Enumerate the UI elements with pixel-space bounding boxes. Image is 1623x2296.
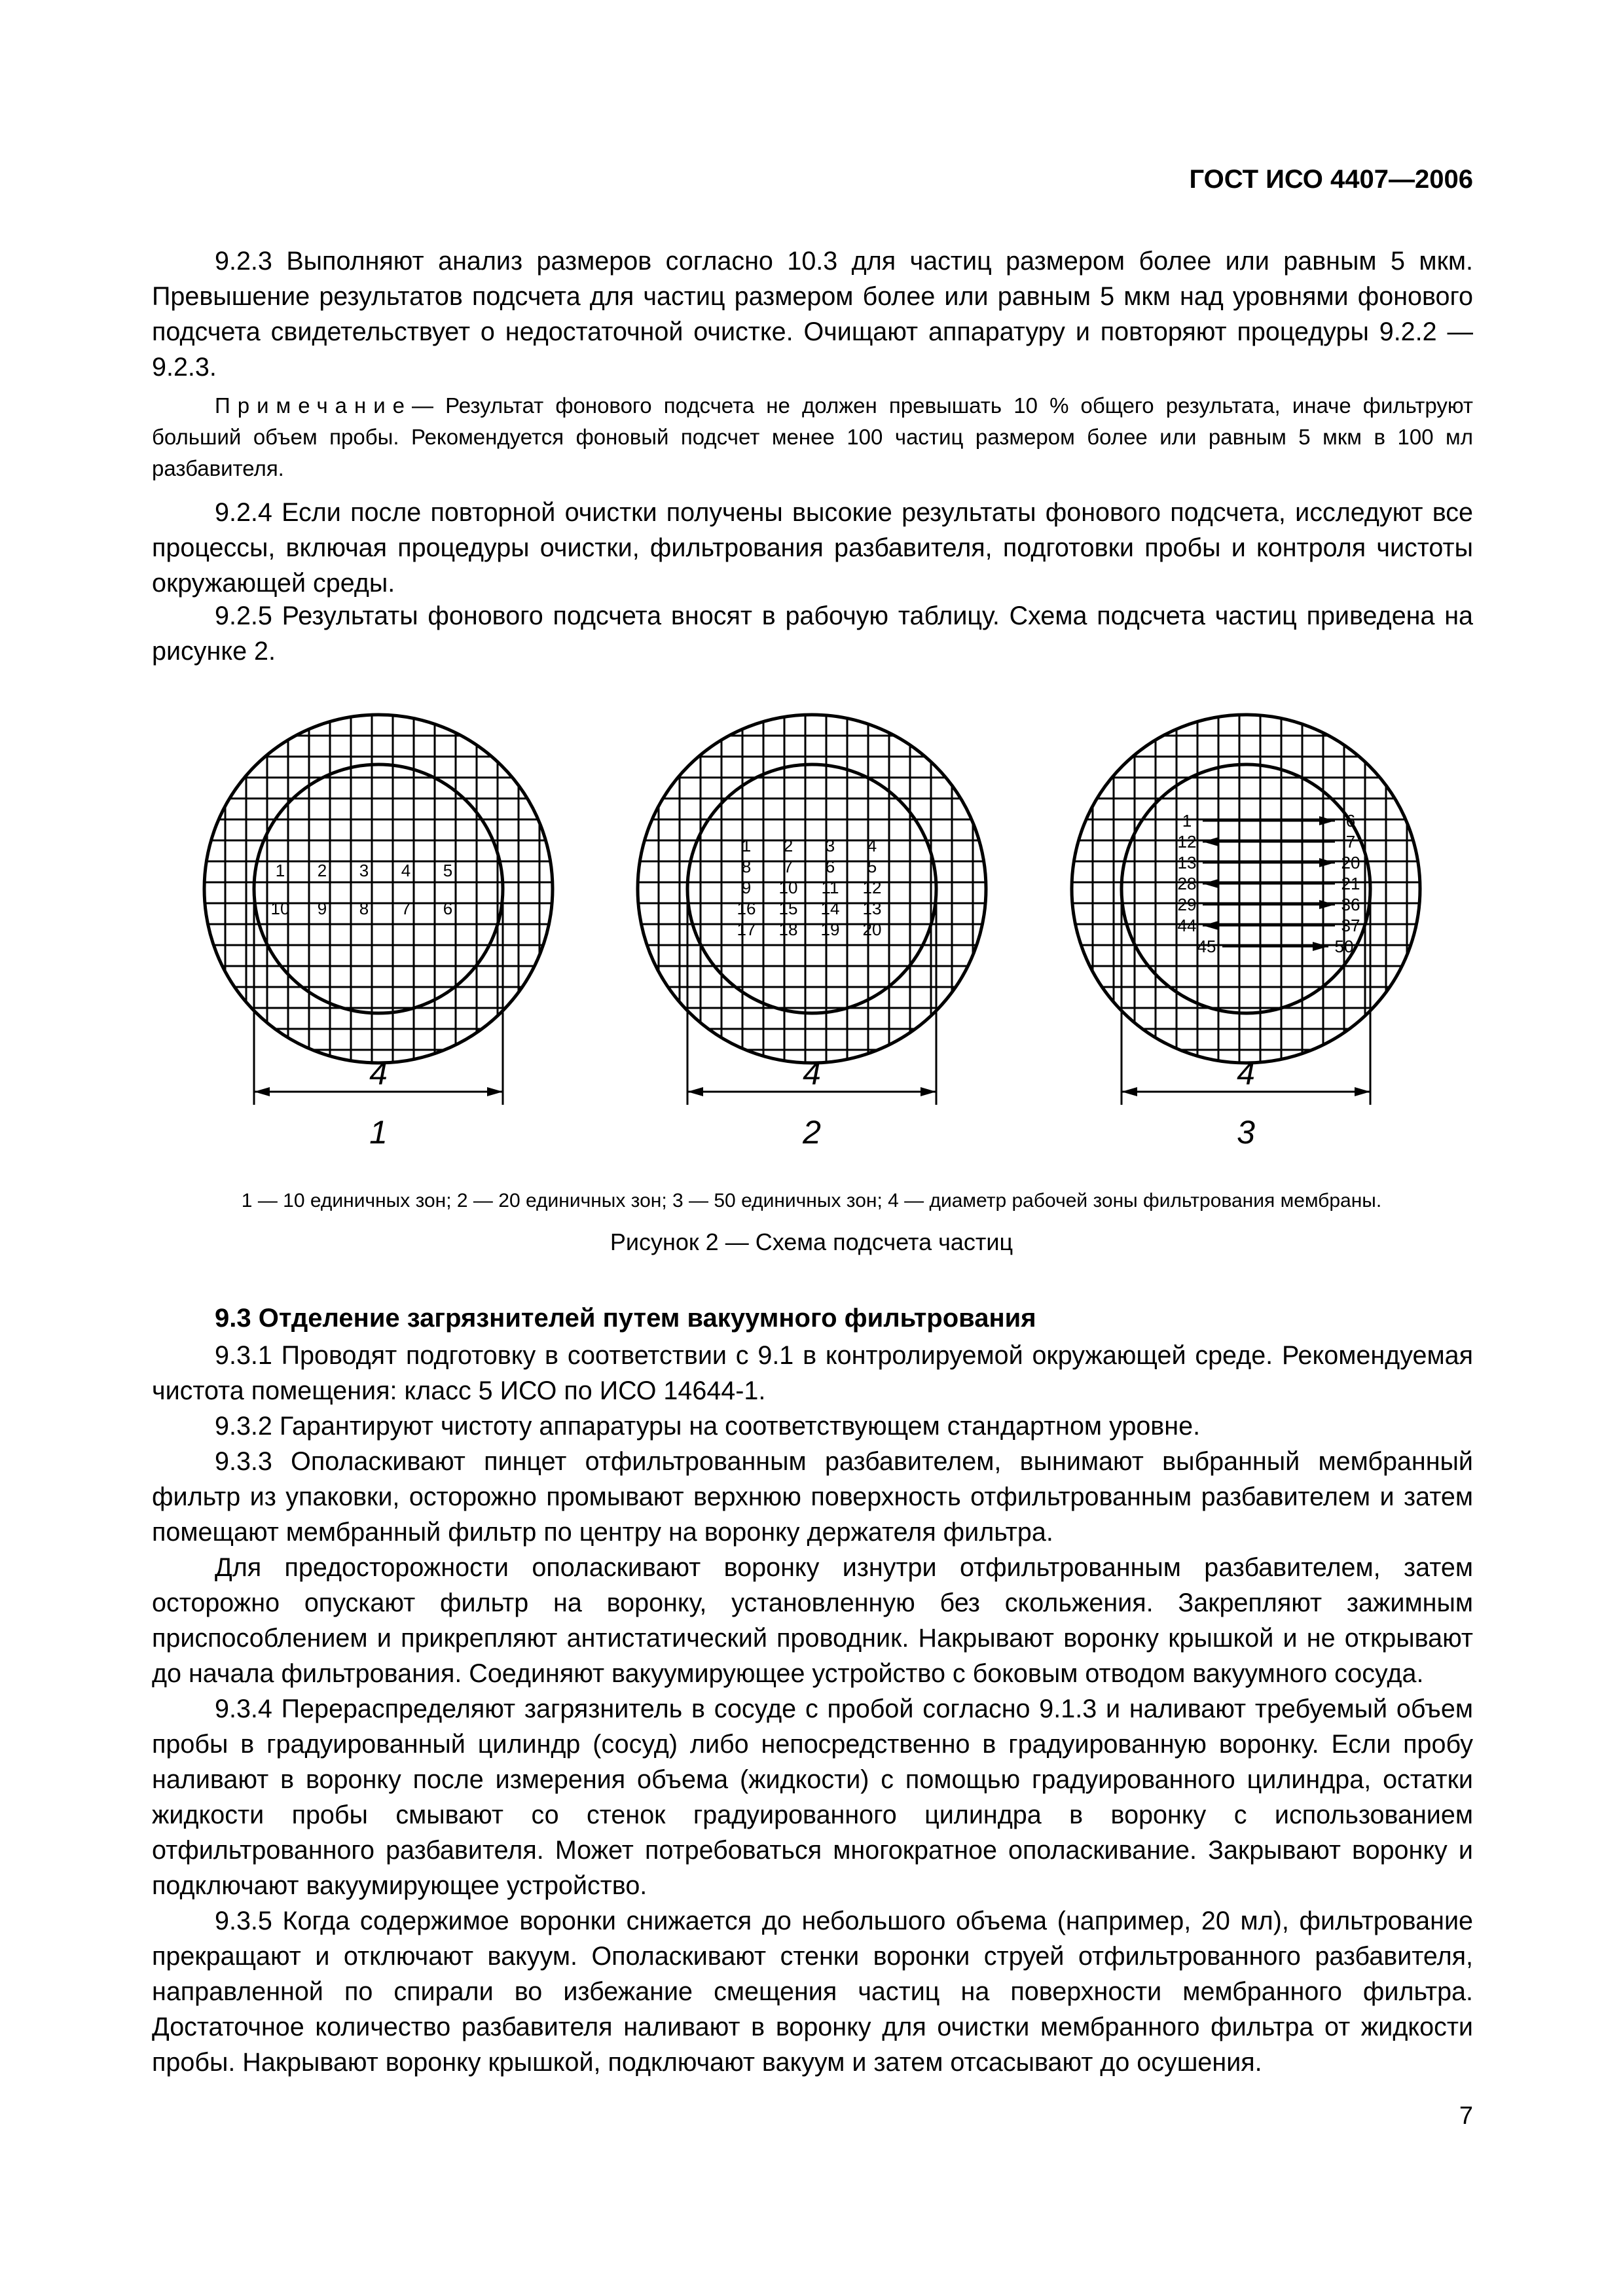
inner-circle <box>687 764 936 1013</box>
page-number: 7 <box>1459 2102 1473 2130</box>
zone-label: 10 <box>778 878 798 897</box>
paragraph-9-2-3: 9.2.3 Выполняют анализ размеров согласно 10.3 для частиц размером более или равным 5 мкм. Превышение результатов подсчета для частиц размером более или равным 5 мкм над уровнями фонового подсчета свидетельствует о недостаточной очистке. Очищают аппаратуру и повторяют процедуры 9.2.2 — 9.2.3. <box>152 247 1473 382</box>
paragraph-9-3-4: 9.3.4 Перераспределяют загрязнитель в сосуде с пробой согласно 9.1.3 и наливают требуемый объем пробы в градуированный цилиндр (сосуд) либо непосредственно в градуированную воронку. Если пробу наливают в воронку после измерения объема (жидкости) с помощью градуированного цилиндра, остатки жидкости пробы смывают со стенок градуированного цилиндра в воронку с использованием отфильтрованного разбавителя. Может потребоваться многократное ополаскивание. Закрывают воронку и подключают вакуумирующее устройство. <box>152 1695 1473 1900</box>
zone-label-start: 29 <box>1177 895 1197 914</box>
dimension-label: 4 <box>369 1055 388 1092</box>
zone-label-end: 6 <box>1345 811 1356 831</box>
grid-lines <box>204 715 553 1063</box>
paragraph-9-2-4: 9.2.4 Если после повторной очистки получены высокие результаты фонового подсчета, исследуют все процессы, включая процедуры очистки, фильтрования разбавителя, подготовки пробы и контроля чистоты окружающей среды. <box>152 498 1473 598</box>
grid-lines <box>638 715 986 1063</box>
dimension-label: 4 <box>1237 1055 1255 1092</box>
figure-legend: 1 — 10 единичных зон; 2 — 20 единичных зон; 3 — 50 единичных зон; 4 — диаметр рабочей зоны фильтрования мембраны. <box>241 1190 1382 1211</box>
zone-label: 2 <box>783 836 793 855</box>
document-header: ГОСТ ИСО 4407—2006 <box>1189 165 1473 194</box>
zone-label: 9 <box>741 878 752 897</box>
zone-label: 1 <box>741 836 752 855</box>
zone-label: 5 <box>443 861 453 880</box>
zone-label: 16 <box>737 899 756 918</box>
zone-label: 6 <box>825 857 835 876</box>
paragraph-9-3-2: 9.3.2 Гарантируют чистоту аппаратуры на соответствующем стандартном уровне. <box>215 1412 1201 1441</box>
outer-circle <box>1072 715 1420 1063</box>
zone-label: 9 <box>317 899 327 918</box>
diagram-2 <box>638 715 986 1151</box>
paragraph-9-3-5: 9.3.5 Когда содержимое воронки снижается до небольшого объема (например, 20 мл), фильтрование прекращают и отключают вакуум. Ополаскивают стенки воронки струей отфильтрованного разбавителя, направленной по спирали во избежание смещения частиц на поверхности мембранного фильтра. Достаточное количество разбавителя наливают в воронку для очистки мембранного фильтра от жидкости пробы. Накрывают воронку крышкой, подключают вакуум и затем отсасывают до осушения. <box>152 1907 1473 2077</box>
zone-label-end: 20 <box>1341 853 1360 872</box>
zone-label-end: 7 <box>1345 832 1356 852</box>
paragraph-9-2-5: 9.2.5 Результаты фонового подсчета вносят в рабочую таблицу. Схема подсчета частиц приведена на рисунке 2. <box>152 601 1473 666</box>
zone-label-start: 12 <box>1177 832 1197 852</box>
zone-label: 6 <box>443 899 453 918</box>
outer-circle <box>204 715 553 1063</box>
zone-label: 18 <box>778 920 798 939</box>
zone-label-start: 1 <box>1182 811 1192 831</box>
diagram-label: 2 <box>803 1114 821 1151</box>
zone-label-end: 36 <box>1341 895 1360 914</box>
zone-label: 8 <box>359 899 369 918</box>
grid-lines <box>1072 715 1420 1063</box>
zone-label-end: 50 <box>1334 937 1354 956</box>
figure-caption: Рисунок 2 — Схема подсчета частиц <box>610 1229 1013 1255</box>
zone-label: 14 <box>820 899 840 918</box>
zone-label: 1 <box>275 861 285 880</box>
section-title-9-3: 9.3 Отделение загрязнителей путем вакуумного фильтрования <box>215 1304 1036 1333</box>
outer-circle <box>638 715 986 1063</box>
note-label: Примечание <box>215 393 412 418</box>
zone-label: 8 <box>741 857 752 876</box>
paragraph-9-3-3-continued: Для предосторожности ополаскивают воронку изнутри отфильтрованным разбавителем, затем осторожно опускают фильтр на воронку, установленную без скольжения. Закрепляют зажимным приспособлением и прикрепляют антистатический проводник. Накрывают воронку крышкой и не открывают до начала фильтрования. Соединяют вакуумирующее устройство с боковым отводом вакуумного сосуда. <box>152 1553 1473 1688</box>
zone-label: 7 <box>401 899 411 918</box>
inner-circle <box>1122 764 1370 1013</box>
zone-label-start: 13 <box>1177 853 1197 872</box>
paragraph-9-3-3: 9.3.3 Ополаскивают пинцет отфильтрованным разбавителем, вынимают выбранный мембранный фильтр из упаковки, осторожно промывают верхнюю поверхность отфильтрованным разбавителем и затем помещают мембранный фильтр по центру на воронку держателя фильтра. <box>152 1447 1473 1547</box>
zone-label: 4 <box>401 861 411 880</box>
diagram-3 <box>1072 715 1420 1151</box>
dimension-label: 4 <box>803 1055 821 1092</box>
zone-label: 17 <box>737 920 756 939</box>
zone-label: 15 <box>778 899 798 918</box>
zone-label: 3 <box>359 861 369 880</box>
zone-label: 13 <box>862 899 882 918</box>
diagram-label: 3 <box>1237 1114 1255 1151</box>
zone-label: 4 <box>867 836 877 855</box>
zone-label: 12 <box>862 878 882 897</box>
zone-label: 2 <box>317 861 327 880</box>
inner-circle <box>254 764 503 1013</box>
zone-label: 3 <box>825 836 835 855</box>
paragraph-9-3-1: 9.3.1 Проводят подготовку в соответствии с 9.1 в контролируемой окружающей среде. Рекомендуемая чистота помещения: класс 5 ИСО по ИСО 14644-1. <box>152 1341 1473 1405</box>
zone-label: 19 <box>820 920 840 939</box>
zone-label: 5 <box>867 857 877 876</box>
diagram-label: 1 <box>369 1114 388 1151</box>
zone-label-start: 28 <box>1177 874 1197 893</box>
zone-label: 20 <box>862 920 882 939</box>
zone-label-start: 45 <box>1197 937 1216 956</box>
diagram-1 <box>204 715 553 1151</box>
zone-label-end: 37 <box>1341 916 1360 935</box>
zone-label: 11 <box>821 878 839 897</box>
zone-label-start: 44 <box>1177 916 1197 935</box>
zone-label-end: 21 <box>1341 874 1360 893</box>
zone-label: 7 <box>783 857 793 876</box>
note-text: — Результат фонового подсчета не должен превышать 10 % общего результата, иначе фильтруют больший объем пробы. Рекомендуется фоновый подсчет менее 100 частиц размером более или равным 5 мкм в 100 мл разбавителя. <box>152 393 1473 480</box>
zone-label: 10 <box>270 899 290 918</box>
